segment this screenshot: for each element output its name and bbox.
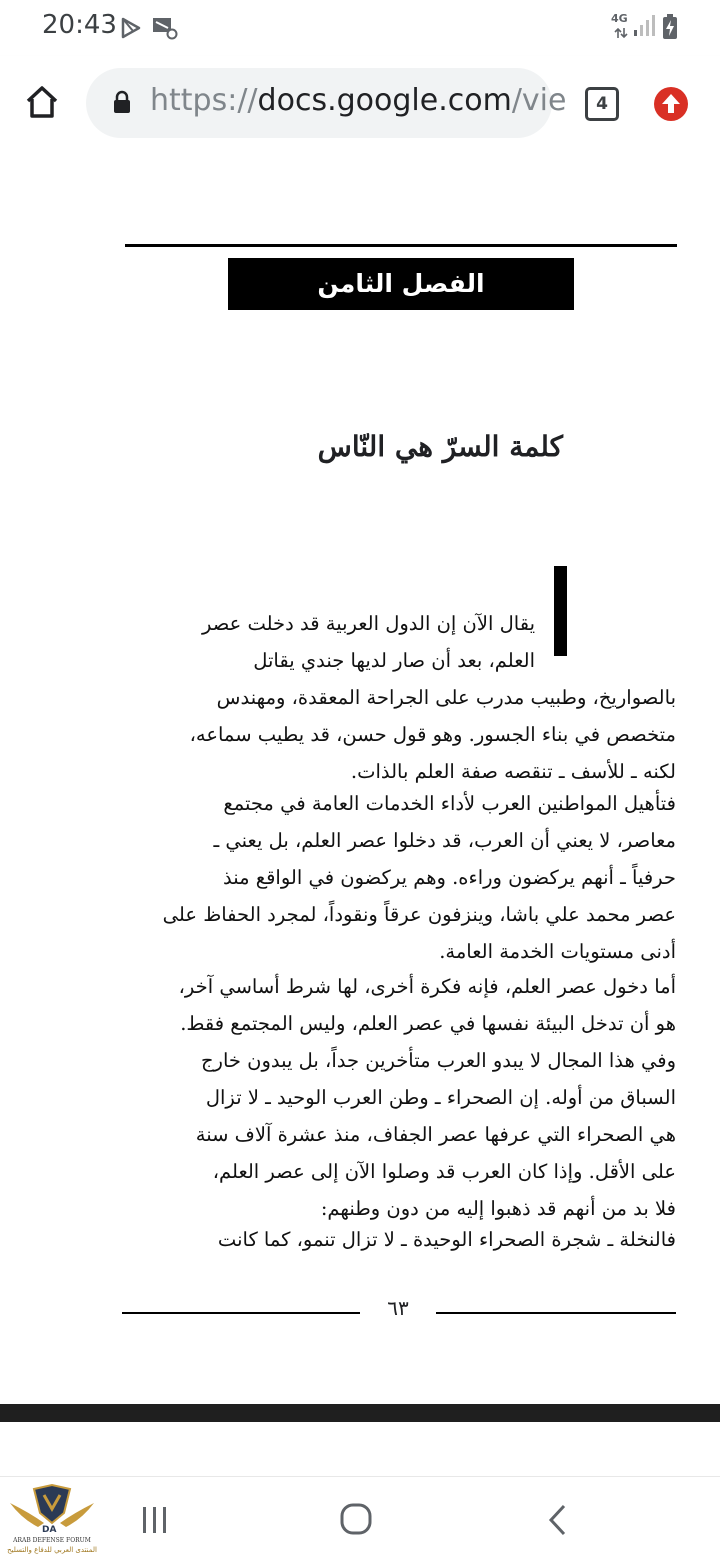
page-bottom-band [0,1404,720,1422]
update-icon[interactable] [654,87,688,121]
text-line: فتأهيل المواطنين العرب لأداء الخدمات العامة في مجتمع [223,792,676,815]
back-icon[interactable] [544,1503,574,1537]
paragraph-2 [125,785,676,970]
url-path: /vie [511,83,567,118]
chapter-label: الفصل الثامن [228,258,574,310]
text-line: فالنخلة ـ شجرة الصحراء الوحيدة ـ لا تزال تنمو، كما كانت [217,1228,676,1251]
chapter-title: كلمة السرّ هي النّاس [317,430,563,463]
browser-toolbar [0,56,720,152]
paragraph-3 [125,968,676,1227]
status-bar [0,0,720,56]
watermark-title: ARAB DEFENSE FORUM [13,1537,91,1544]
system-nav-bar [0,1476,720,1561]
tab-switcher-button[interactable]: 4 [585,87,619,121]
address-bar[interactable] [86,68,567,138]
home-icon[interactable] [24,84,60,120]
text-line: معاصر، لا يعني أن العرب، قد دخلوا عصر العلم، بل يعني ـ [213,829,676,852]
header-rule [125,244,677,247]
drop-cap-bar [554,566,567,656]
footer-rule-right [436,1312,676,1314]
text-line: أما دخول عصر العلم، فإنه فكرة أخرى، لها شرط أساسي آخر، [178,975,676,998]
page-number: ٦٣ [387,1296,409,1320]
watermark-logo [4,1483,100,1559]
text-line: هي الصحراء التي عرفها عصر الجفاف، منذ عشرة آلاف سنة [195,1123,676,1146]
text-line: لكنه ـ للأسف ـ تنقصه صفة العلم بالذات. [350,760,676,783]
url-host: docs.google.com [257,83,512,118]
paragraph-4 [125,1221,676,1258]
network-type: 4G [611,12,628,25]
network-arrows-icon [614,27,628,39]
home-circle-icon[interactable] [338,1501,374,1537]
update-arrow-icon [654,87,688,121]
watermark-subtitle: المنتدى العربي للدفاع والتسليح [7,1546,97,1554]
text-line: على الأقل. وإذا كان العرب قد وصلوا الآن إلى عصر العلم، [212,1160,676,1183]
footer-rule-left [122,1312,360,1314]
text-line: متخصص في بناء الجسور. وهو قول حسن، قد يطيب سماعه، [189,723,676,746]
text-line: عصر محمد علي باشا، وينزفون عرقاً ونقوداً، لمجرد الحفاظ على [162,903,676,926]
url-scheme: https:// [150,83,258,118]
signal-icon [632,14,656,38]
text-line: السباق من أوله. إن الصحراء ـ وطن العرب الوحيد ـ لا تزال [205,1086,676,1109]
lock-icon[interactable] [112,90,132,114]
paragraph-1-start [125,605,535,679]
document-page [0,152,720,1404]
text-line: أدنى مستويات الخدمة العامة. [439,940,676,963]
text-line: بالصواريخ، وطبيب مدرب على الجراحة المعقدة، ومهندس [216,686,676,709]
paragraph-1-rest [125,679,676,790]
url-text[interactable] [150,83,566,118]
text-line: العلم، بعد أن صار لديها جندي يقاتل [253,649,535,672]
clock: 20:43 [42,10,117,40]
battery-charging-icon [662,14,678,40]
text-line: فلا بد من أنهم قد ذهبوا إليه من دون وطنهم: [320,1197,676,1220]
text-line: يقال الآن إن الدول العربية قد دخلت عصر [201,612,535,635]
sync-settings-icon [152,16,178,40]
watermark-badge: DA [42,1525,57,1535]
text-line: هو أن تدخل البيئة نفسها في عصر العلم، وليس المجتمع فقط. [180,1012,676,1035]
play-store-icon [120,17,142,39]
text-line: وفي هذا المجال لا يبدو العرب متأخرين جداً، بل يبدون خارج [200,1049,676,1072]
text-line: حرفياً ـ أنهم يركضون وراءه. وهم يركضون في الواقع منذ [222,866,676,889]
recents-icon[interactable] [140,1505,170,1535]
